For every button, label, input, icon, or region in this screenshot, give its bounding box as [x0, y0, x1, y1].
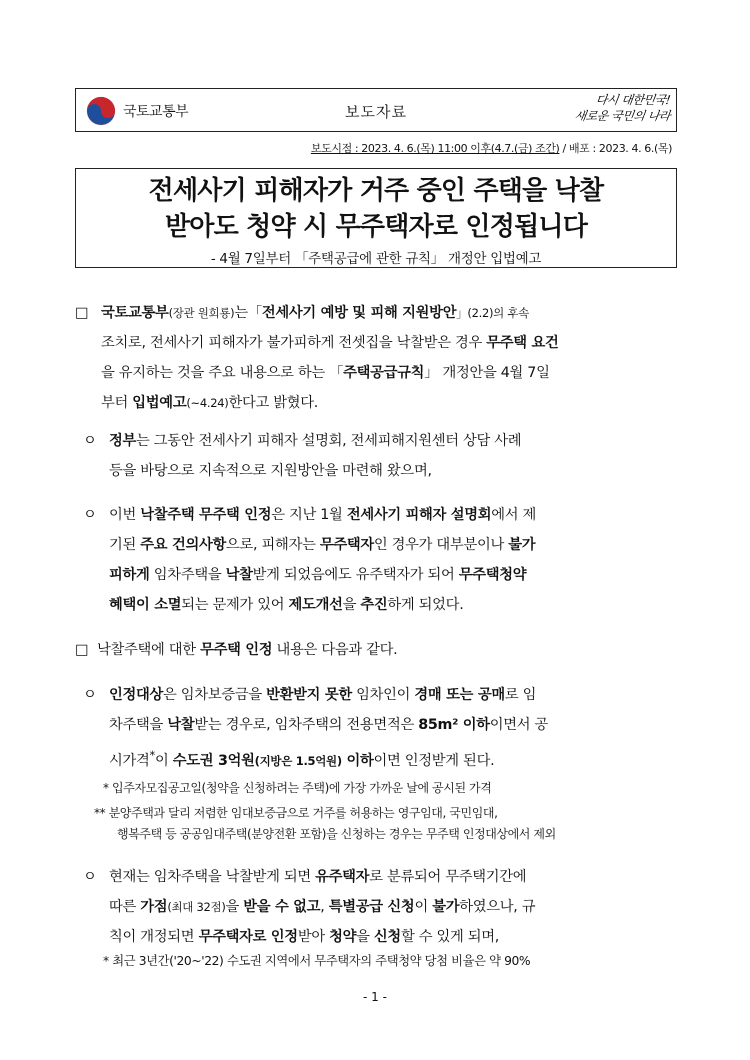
p3-line-2: 기된 주요 건의사항으로, 피해자는 무주택자인 경우가 대부분이나 불가 [109, 537, 536, 553]
press-release-label: 보도자료 [345, 103, 407, 121]
p3-line-4: 혜택이 소멸되는 문제가 있어 제도개선을 추진하게 되었다. [109, 597, 464, 613]
p5-line-3: 시가격*이 수도권 3억원(지방은 1.5억원) 이하이면 인정받게 된다. [109, 748, 495, 769]
press-header-box [75, 88, 677, 132]
circle-bullet: ㅇ [83, 869, 97, 885]
headline [76, 173, 676, 245]
square-bullet: □ [75, 305, 89, 321]
p3-line-3: 피하게 임차주택을 낙찰받게 되었음에도 유주택자가 되어 무주택청약 [109, 567, 527, 583]
slogan-calligraphy [530, 92, 670, 130]
p1-line-4: 부터 입법예고(~4.24)한다고 밝혔다. [101, 395, 319, 411]
page-number: - 1 - [363, 990, 387, 1004]
release-time: 보도시점 : 2023. 4. 6.(목) 11:00 이후(4.7.(금) 조간) [310, 142, 560, 155]
paragraph-2 [83, 426, 677, 486]
p3-line-1: 이번 낙찰주택 무주택 인정은 지난 1월 전세사기 피해자 설명회에서 제 [109, 507, 537, 523]
title-box [75, 168, 677, 268]
square-bullet: □ [75, 642, 89, 658]
circle-bullet: ㅇ [83, 687, 97, 703]
circle-bullet: ㅇ [83, 507, 97, 523]
paragraph-1 [75, 298, 677, 418]
p2-line-2: 등을 바탕으로 지속적으로 지원방안을 마련해 왔으며, [109, 463, 432, 479]
p1-line-2: 조치로, 전세사기 피해자가 불가피하게 전셋집을 낙찰받은 경우 무주택 요건 [101, 335, 559, 351]
footnote-1: * 입주자모집공고일(청약을 신청하려는 주택)에 가장 가까운 날에 공시된 가격 [103, 781, 492, 795]
slogan-line-1: 다시 대한민국! [594, 93, 671, 107]
headline-line-2: 받아도 청약 시 무주택자로 인정됩니다 [164, 212, 588, 242]
headline-line-1: 전세사기 피해자가 거주 중인 주택을 낙찰 [148, 176, 604, 206]
p4-line-1: 낙찰주택에 대한 무주택 인정 내용은 다음과 같다. [97, 642, 398, 658]
p1-line-1: 국토교통부(장관 원희룡)는「전세사기 예방 및 피해 지원방안」(2.2)의 후속 [101, 305, 529, 321]
paragraph-5 [83, 680, 677, 776]
circle-bullet: ㅇ [83, 433, 97, 449]
slogan-line-2: 새로운 국민의 나라 [573, 109, 671, 123]
release-info [311, 140, 672, 156]
footnote-last: * 최근 3년간('20~'22) 수도권 지역에서 무주택자의 주택청약 당첨 비율은 약 90% [103, 954, 531, 968]
footnote-2a: ** 분양주택과 달리 저렴한 임대보증금으로 거주를 허용하는 영구임대, 국민임대, [94, 806, 498, 820]
paragraph-3 [83, 500, 677, 620]
paragraph-4 [75, 635, 677, 665]
p6-line-2: 따른 가점(최대 32점)을 받을 수 없고, 특별공급 신청이 불가하였으나, 규 [109, 899, 536, 915]
distribution-date: / 배포 : 2023. 4. 6.(목) [559, 142, 672, 155]
p5-line-2: 차주택을 낙찰받는 경우로, 임차주택의 전용면적은 85m² 이하이면서 공 [109, 717, 549, 733]
ministry-name: 국토교통부 [123, 104, 189, 120]
p2-line-1: 정부는 그동안 전세사기 피해자 설명회, 전세피해지원센터 상담 사례 [109, 433, 522, 449]
p6-line-3: 칙이 개정되면 무주택자로 인정받아 청약을 신청할 수 있게 되며, [109, 929, 499, 945]
subtitle: - 4월 7일부터 「주택공급에 관한 규칙」 개정안 입법예고 [210, 251, 542, 267]
p1-line-3: 을 유지하는 것을 주요 내용으로 하는 「주택공급규칙」 개정안을 4월 7일 [101, 365, 550, 381]
footnote-2b: 행복주택 등 공공임대주택(분양전환 포함)을 신청하는 경우는 무주택 인정대상에서 제외 [117, 827, 556, 841]
paragraph-6 [83, 862, 677, 952]
p6-line-1: 현재는 임차주택을 낙찰받게 되면 유주택자로 분류되어 무주택기간에 [109, 869, 527, 885]
p5-line-1: 인정대상은 임차보증금을 반환받지 못한 임차인이 경매 또는 공매로 임 [109, 687, 537, 703]
